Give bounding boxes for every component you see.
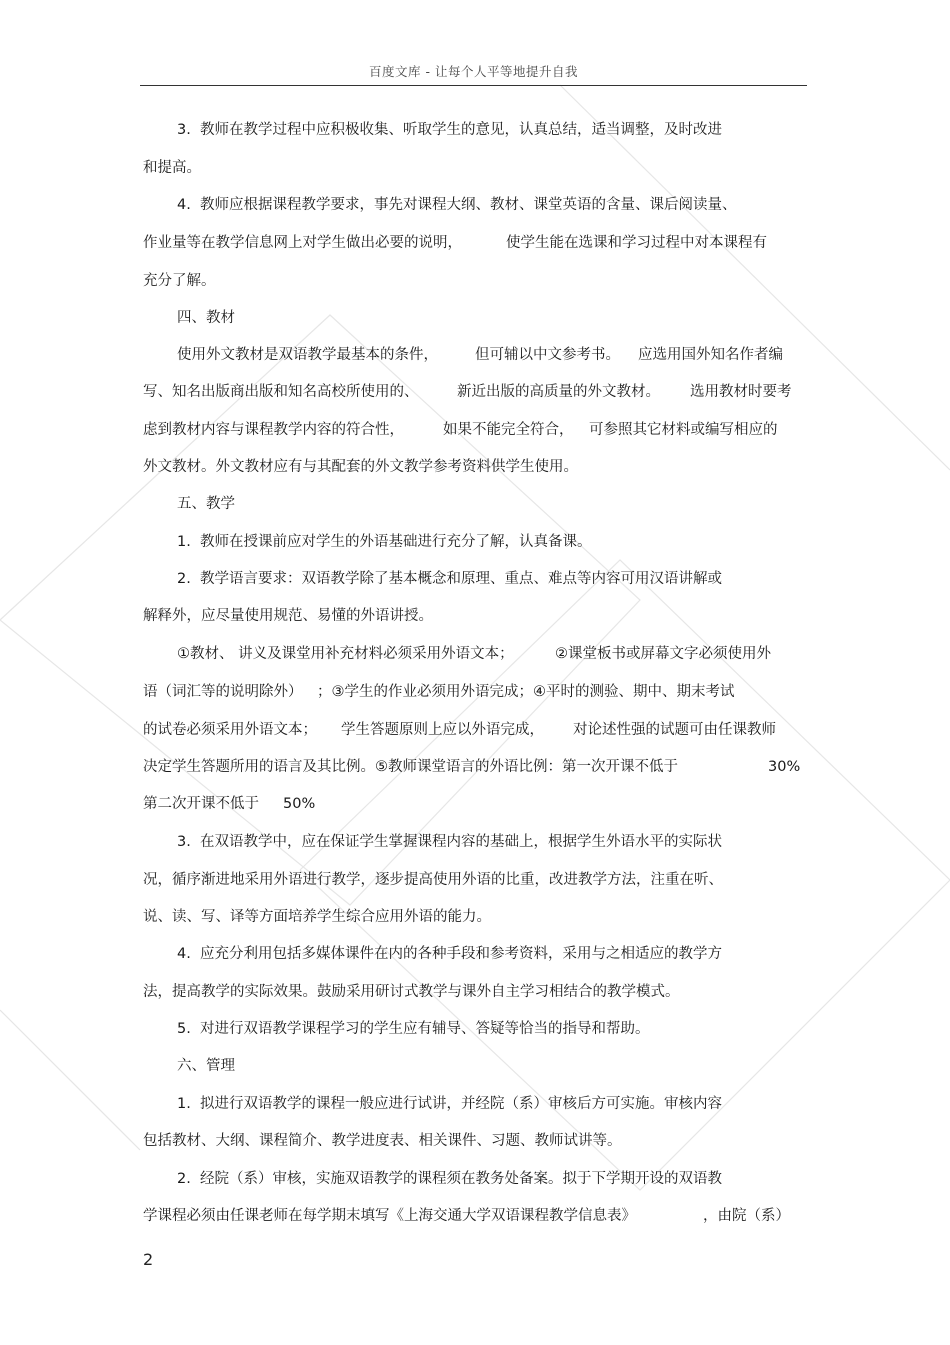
- text-line: 1. 拟进行双语教学的课程一般应进行试讲，并经院（系）审核后方可实施。审核内容: [177, 1096, 723, 1112]
- text-line: 5. 对进行双语教学课程学习的学生应有辅导、答疑等恰当的指导和帮助。: [177, 1021, 650, 1037]
- text-line: 50%: [283, 796, 316, 812]
- text-line: 第二次开课不低于: [143, 796, 259, 812]
- text-line: 语（词汇等的说明除外）: [143, 684, 303, 700]
- text-line: ，由院（系）: [703, 1208, 790, 1224]
- text-line: 四、教材: [177, 310, 235, 326]
- text-line: 法，提高教学的实际效果。鼓励采用研讨式教学与课外自主学习相结合的教学模式。: [143, 984, 680, 1000]
- text-line: 30%: [768, 759, 801, 775]
- text-line: 作业量等在教学信息网上对学生做出必要的说明，: [143, 235, 462, 251]
- text-line: 充分了解。: [143, 273, 216, 289]
- page-header: 百度文库 - 让每个人平等地提升自我: [369, 64, 578, 79]
- text-line: 4. 应充分利用包括多媒体课件在内的各种手段和参考资料，采用与之相适应的教学方: [177, 946, 723, 962]
- text-line: ①教材、 讲义及课堂用补充材料必须采用外语文本；: [177, 646, 514, 662]
- text-line: 决定学生答题所用的语言及其比例。⑤教师课堂语言的外语比例：第一次开课不低于: [143, 759, 678, 775]
- text-line: 2. 教学语言要求：双语教学除了基本概念和原理、重点、难点等内容可用汉语讲解或: [177, 571, 723, 587]
- text-line: 六、管理: [177, 1058, 235, 1074]
- text-line: 3. 在双语教学中，应在保证学生掌握课程内容的基础上，根据学生外语水平的实际状: [177, 834, 723, 850]
- text-line: 3. 教师在教学过程中应积极收集、听取学生的意见，认真总结，适当调整，及时改进: [177, 122, 723, 138]
- text-line: 和提高。: [143, 160, 201, 176]
- text-line: 虑到教材内容与课程教学内容的符合性，: [143, 422, 404, 438]
- text-line: ②课堂板书或屏幕文字必须使用外: [555, 646, 771, 662]
- text-line: 1. 教师在授课前应对学生的外语基础进行充分了解，认真备课。: [177, 534, 592, 550]
- text-line: 如果不能完全符合，: [443, 422, 574, 438]
- text-line: 包括教材、大纲、课程简介、教学进度表、相关课件、习题、教师试讲等。: [143, 1133, 622, 1149]
- text-line: ；③学生的作业必须用外语完成；④平时的测验、期中、期末考试: [317, 684, 735, 700]
- page-number: 2: [143, 1250, 154, 1269]
- text-line: 解释外，应尽量使用规范、易懂的外语讲授。: [143, 608, 433, 624]
- text-line: 对论述性强的试题可由任课教师: [573, 722, 776, 738]
- text-line: 可参照其它材料或编写相应的: [589, 422, 778, 438]
- text-line: 2. 经院（系）审核，实施双语教学的课程须在教务处备案。拟于下学期开设的双语教: [177, 1171, 723, 1187]
- text-line: 4. 教师应根据课程教学要求，事先对课程大纲、教材、课堂英语的含量、课后阅读量、: [177, 197, 737, 213]
- text-line: 但可辅以中文参考书。: [475, 347, 620, 363]
- text-line: 选用教材时要考: [690, 384, 792, 400]
- text-line: 学课程必须由任课老师在每学期末填写《上海交通大学双语课程教学信息表》: [143, 1208, 636, 1224]
- text-line: 五、教学: [177, 496, 235, 512]
- text-line: 使用外文教材是双语教学最基本的条件，: [177, 347, 438, 363]
- text-line: 新近出版的高质量的外文教材。: [457, 384, 660, 400]
- text-line: 况，循序渐进地采用外语进行教学，逐步提高使用外语的比重，改进教学方法，注重在听、: [143, 872, 723, 888]
- text-line: 的试卷必须采用外语文本；: [143, 722, 317, 738]
- text-line: 说、读、写、译等方面培养学生综合应用外语的能力。: [143, 909, 491, 925]
- text-line: 使学生能在选课和学习过程中对本课程有: [506, 235, 767, 251]
- header-divider: [140, 85, 807, 86]
- text-line: 应选用国外知名作者编: [638, 347, 783, 363]
- text-line: 学生答题原则上应以外语完成，: [341, 722, 544, 738]
- text-line: 写、知名出版商出版和知名高校所使用的、: [143, 384, 419, 400]
- text-line: 外文教材。外文教材应有与其配套的外文教学参考资料供学生使用。: [143, 459, 578, 475]
